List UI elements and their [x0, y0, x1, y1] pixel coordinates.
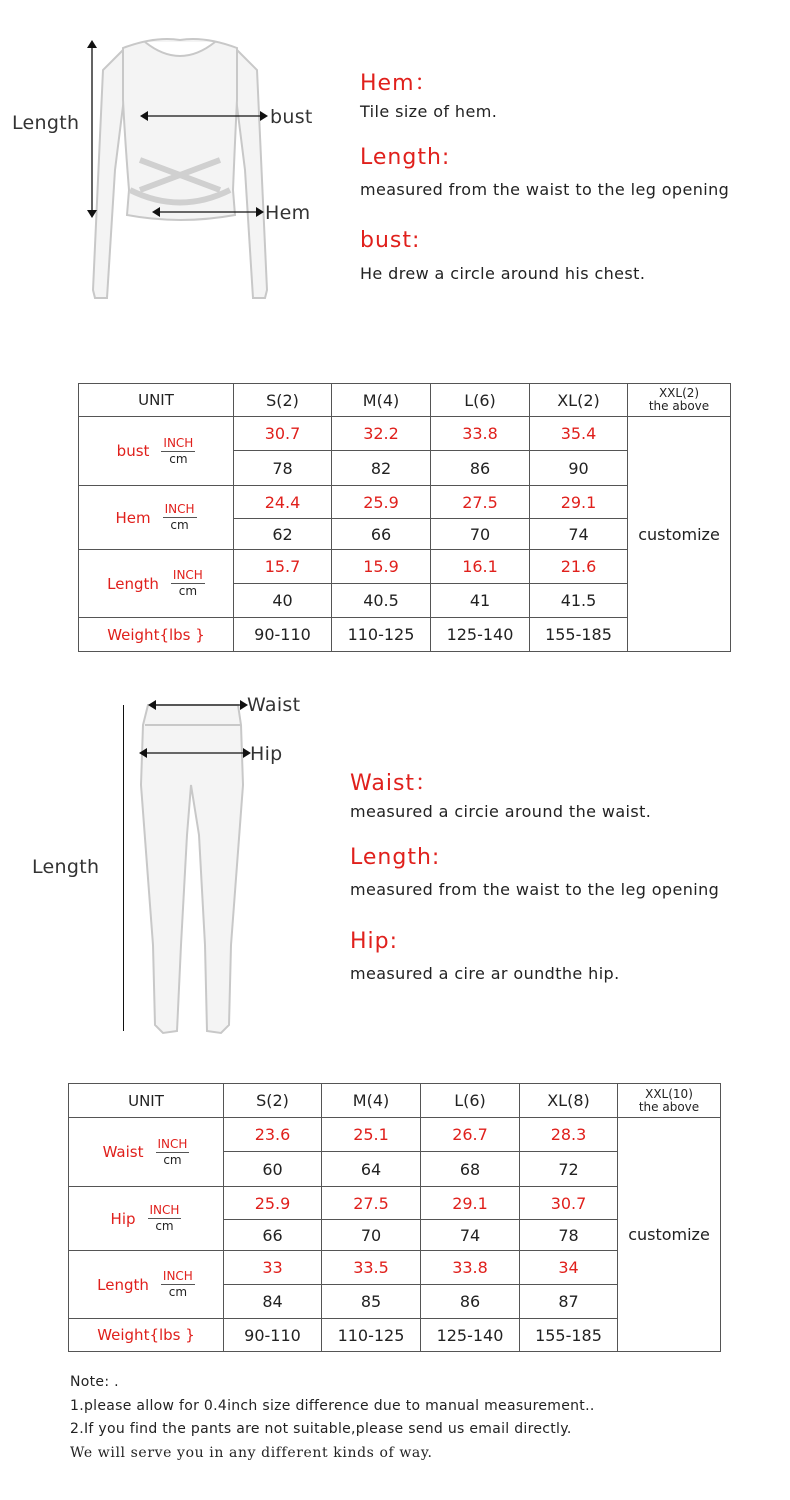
leggings-length-heading: Length:: [350, 845, 441, 870]
table-cell: 70: [322, 1220, 421, 1251]
hem-row-label: Hem INCH cm: [79, 486, 234, 550]
table-cell: 41: [431, 584, 530, 618]
table-cell: 155-185: [530, 618, 628, 652]
hem-label: Hem: [265, 202, 311, 224]
top-size-table: [78, 383, 731, 652]
hem-arrow: [150, 204, 266, 220]
table-cell: 125-140: [431, 618, 530, 652]
table-cell: 33.5: [322, 1251, 421, 1285]
table-cell: 125-140: [421, 1319, 520, 1352]
table-cell: 35.4: [530, 417, 628, 451]
table-cell: 24.4: [234, 486, 332, 519]
table-cell: 30.7: [520, 1187, 618, 1220]
table-cell: 34: [520, 1251, 618, 1285]
note-line-3: We will serve you in any different kinds of way.: [70, 1445, 433, 1461]
table-cell: 74: [421, 1220, 520, 1251]
unit-header: UNIT: [79, 384, 234, 417]
table-cell: 28.3: [520, 1118, 618, 1152]
table-cell: 74: [530, 519, 628, 550]
customize-cell: customize: [628, 417, 731, 652]
table-cell: 90-110: [224, 1319, 322, 1352]
table-cell: 60: [224, 1152, 322, 1187]
size-xl-header: XL(8): [520, 1084, 618, 1118]
hip-description: measured a cire ar oundthe hip.: [350, 964, 620, 983]
size-l-header: L(6): [431, 384, 530, 417]
table-cell: 64: [322, 1152, 421, 1187]
table-cell: 40.5: [332, 584, 431, 618]
table-cell: 90: [530, 451, 628, 486]
table-cell: 40: [234, 584, 332, 618]
table-cell: 41.5: [530, 584, 628, 618]
bust-heading: bust:: [360, 228, 421, 253]
table-cell: 33.8: [421, 1251, 520, 1285]
bust-label: bust: [270, 106, 313, 128]
table-cell: 72: [520, 1152, 618, 1187]
weight-row-label: Weight{lbs }: [79, 618, 234, 652]
hip-heading: Hip:: [350, 929, 399, 954]
weight-row-label: Weight{lbs }: [69, 1319, 224, 1352]
waist-description: measured a circie around the waist.: [350, 802, 652, 821]
length-arrow: [84, 38, 100, 220]
table-cell: 33: [224, 1251, 322, 1285]
table-cell: 82: [332, 451, 431, 486]
table-cell: 78: [234, 451, 332, 486]
table-cell: 25.9: [332, 486, 431, 519]
size-m-header: M(4): [332, 384, 431, 417]
table-cell: 110-125: [332, 618, 431, 652]
table-cell: 32.2: [332, 417, 431, 451]
table-cell: 90-110: [234, 618, 332, 652]
length-label: Length: [12, 112, 80, 134]
table-cell: 62: [234, 519, 332, 550]
table-cell: 26.7: [421, 1118, 520, 1152]
table-cell: 87: [520, 1285, 618, 1319]
note-title: Note: .: [70, 1374, 119, 1390]
note-line-2: 2.If you find the pants are not suitable,please send us email directly.: [70, 1421, 572, 1437]
table-cell: 16.1: [431, 550, 530, 584]
length-row-label: Length INCH cm: [79, 550, 234, 618]
hip-label: Hip: [250, 743, 283, 765]
size-xxl-header: XXL(10) the above: [618, 1084, 721, 1118]
size-s-header: S(2): [234, 384, 332, 417]
table-cell: 15.9: [332, 550, 431, 584]
table-cell: 21.6: [530, 550, 628, 584]
hip-row-label: Hip INCH cm: [69, 1187, 224, 1251]
size-xl-header: XL(2): [530, 384, 628, 417]
waist-arrow: [146, 697, 250, 713]
unit-header: UNIT: [69, 1084, 224, 1118]
size-l-header: L(6): [421, 1084, 520, 1118]
hem-description: Tile size of hem.: [360, 102, 498, 121]
table-cell: 25.9: [224, 1187, 322, 1220]
table-cell: 86: [421, 1285, 520, 1319]
table-cell: 29.1: [530, 486, 628, 519]
bust-row-label: bust INCH cm: [79, 417, 234, 486]
waist-row-label: Waist INCH cm: [69, 1118, 224, 1187]
table-cell: 66: [332, 519, 431, 550]
table-cell: 29.1: [421, 1187, 520, 1220]
table-cell: 84: [224, 1285, 322, 1319]
table-cell: 33.8: [431, 417, 530, 451]
table-cell: 15.7: [234, 550, 332, 584]
table-cell: 78: [520, 1220, 618, 1251]
length-description: measured from the waist to the leg opening: [360, 180, 730, 199]
table-cell: 110-125: [322, 1319, 421, 1352]
table-cell: 27.5: [322, 1187, 421, 1220]
crop-top-illustration: [85, 30, 275, 310]
leggings-length-description: measured from the waist to the leg opening: [350, 880, 720, 899]
leggings-size-table: [68, 1083, 721, 1352]
table-cell: 70: [431, 519, 530, 550]
bust-arrow: [138, 108, 270, 124]
table-cell: 68: [421, 1152, 520, 1187]
hip-arrow: [137, 745, 253, 761]
table-cell: 23.6: [224, 1118, 322, 1152]
length-heading: Length:: [360, 145, 451, 170]
table-cell: 85: [322, 1285, 421, 1319]
size-s-header: S(2): [224, 1084, 322, 1118]
table-cell: 66: [224, 1220, 322, 1251]
customize-cell: customize: [618, 1118, 721, 1352]
size-xxl-header: XXL(2) the above: [628, 384, 731, 417]
size-m-header: M(4): [322, 1084, 421, 1118]
table-cell: 86: [431, 451, 530, 486]
waist-heading: Waist：: [350, 771, 439, 796]
leggings-length-row-label: Length INCH cm: [69, 1251, 224, 1319]
table-cell: 25.1: [322, 1118, 421, 1152]
hem-heading: Hem：: [360, 71, 438, 96]
note-line-1: 1.please allow for 0.4inch size difference due to manual measurement..: [70, 1398, 595, 1414]
bust-description: He drew a circle around his chest.: [360, 264, 646, 283]
waist-label: Waist: [247, 694, 301, 716]
table-cell: 27.5: [431, 486, 530, 519]
leggings-length-line: [123, 705, 124, 1031]
leggings-length-label: Length: [32, 856, 100, 878]
table-cell: 155-185: [520, 1319, 618, 1352]
table-cell: 30.7: [234, 417, 332, 451]
